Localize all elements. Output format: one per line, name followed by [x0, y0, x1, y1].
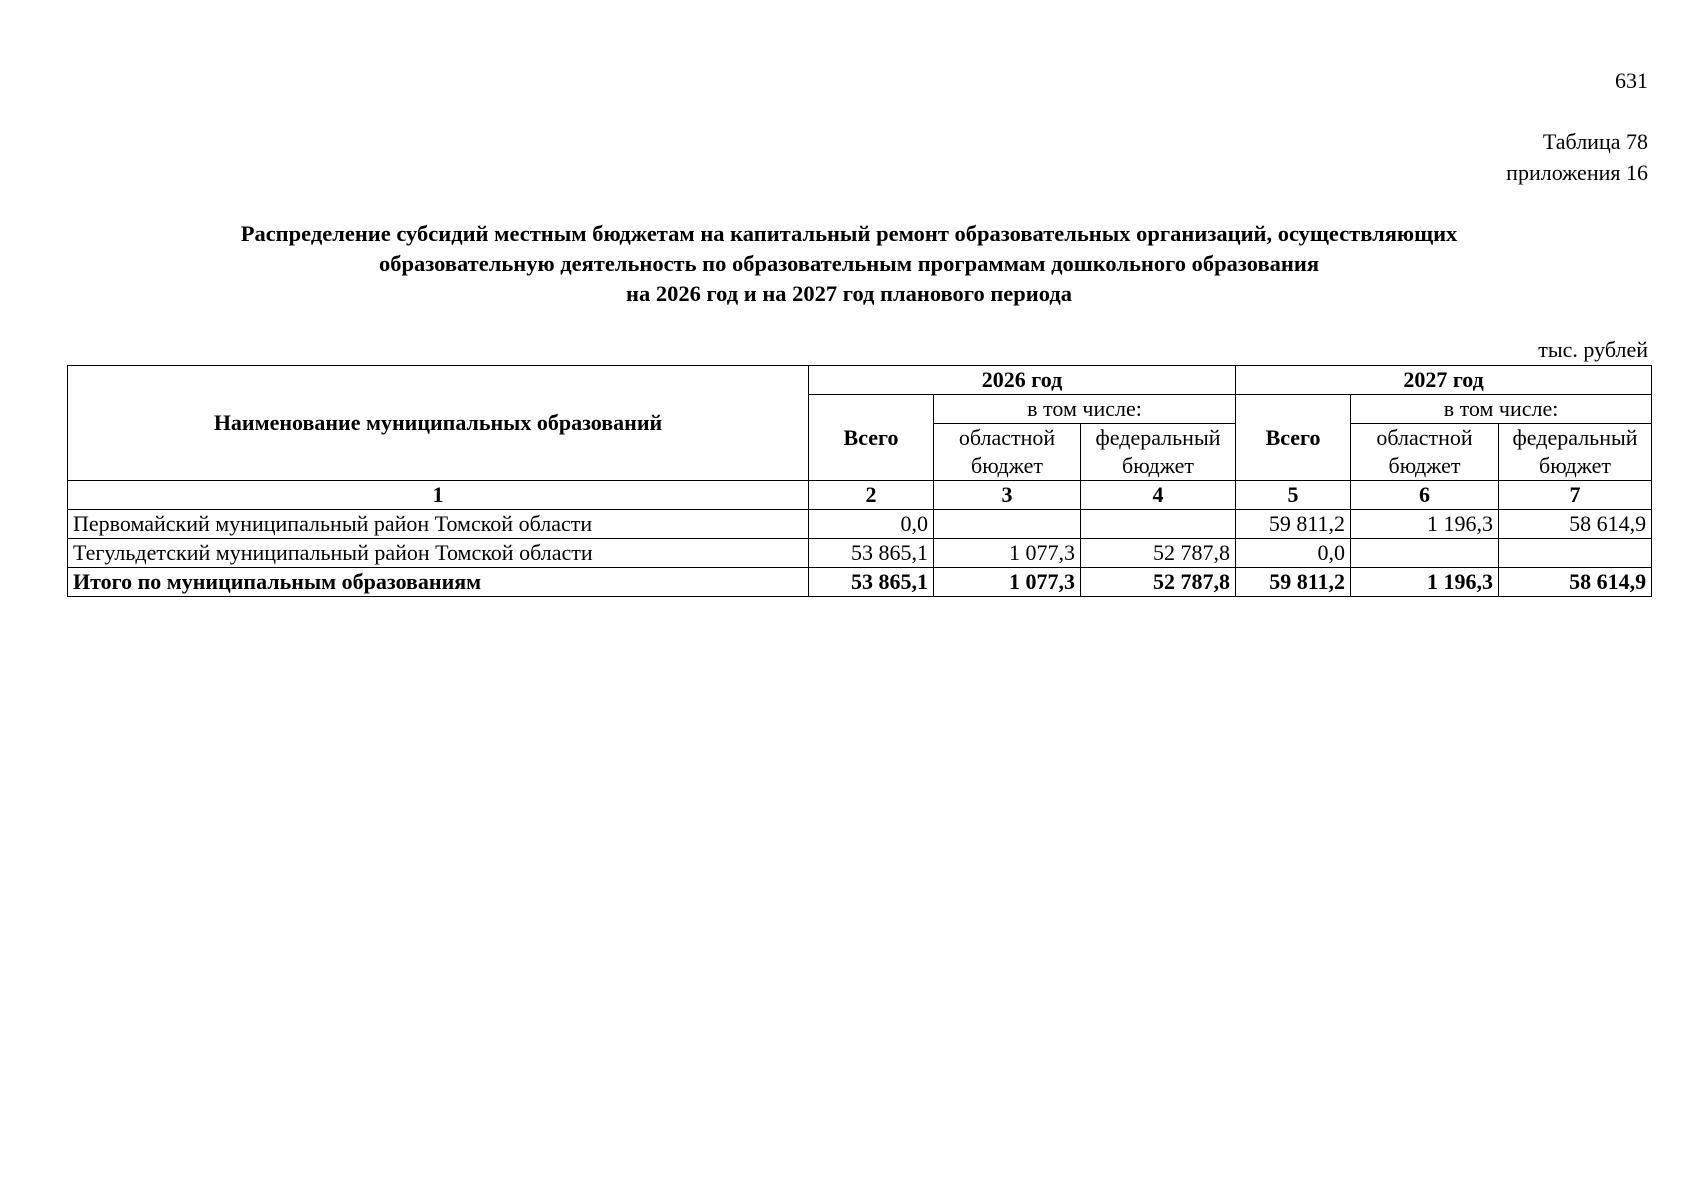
column-number: 5 — [1236, 481, 1351, 510]
regional-2027-cell: 1 196,3 — [1351, 568, 1499, 597]
federal-2026-cell — [1081, 510, 1236, 539]
federal-2027-cell: 58 614,9 — [1499, 568, 1652, 597]
regional-label: областной — [958, 425, 1056, 450]
header-row-years — [68, 366, 1652, 395]
header-including-2026: в том числе: — [934, 395, 1236, 424]
budget-label: бюджет — [1122, 453, 1195, 478]
column-number: 4 — [1081, 481, 1236, 510]
table-row — [68, 510, 1652, 539]
regional-2027-cell — [1351, 539, 1499, 568]
total-2026-cell: 53 865,1 — [809, 539, 934, 568]
total-row — [68, 568, 1652, 597]
header-regional-2027 — [1351, 424, 1499, 481]
municipality-name: Первомайский муниципальный район Томской области — [68, 510, 809, 539]
column-number: 2 — [809, 481, 934, 510]
federal-label: федеральный — [1512, 425, 1638, 450]
budget-label: бюджет — [971, 453, 1043, 478]
column-number: 1 — [68, 481, 809, 510]
total-2026-cell: 53 865,1 — [809, 568, 934, 597]
title-line-2: образовательную деятельность по образовательным программам дошкольного образования — [378, 251, 1319, 276]
table-ref-line1: Таблица 78 — [1542, 129, 1648, 154]
column-number: 6 — [1351, 481, 1499, 510]
total-2026-cell: 0,0 — [809, 510, 934, 539]
regional-2026-cell: 1 077,3 — [934, 539, 1081, 568]
federal-2027-cell — [1499, 539, 1652, 568]
column-number: 7 — [1499, 481, 1652, 510]
header-name-column: Наименование муниципальных образований — [68, 366, 809, 481]
title-line-1: Распределение субсидий местным бюджетам на капитальный ремонт образовательных организаций, осуществляющих — [240, 221, 1458, 246]
total-2027-cell: 0,0 — [1236, 539, 1351, 568]
federal-2026-cell: 52 787,8 — [1081, 568, 1236, 597]
federal-2026-cell: 52 787,8 — [1081, 539, 1236, 568]
regional-2026-cell: 1 077,3 — [934, 568, 1081, 597]
document-title — [0, 219, 1698, 309]
table-reference — [1506, 126, 1648, 188]
header-federal-2026 — [1081, 424, 1236, 481]
header-total-2027: Всего — [1236, 395, 1351, 481]
total-2027-cell: 59 811,2 — [1236, 568, 1351, 597]
table-row — [68, 539, 1652, 568]
units-label: тыс. рублей — [1538, 337, 1648, 362]
title-line-3: на 2026 год и на 2027 год планового периода — [626, 281, 1072, 306]
subsidy-table — [67, 365, 1652, 597]
header-federal-2027 — [1499, 424, 1652, 481]
regional-2027-cell: 1 196,3 — [1351, 510, 1499, 539]
municipality-name: Тегульдетский муниципальный район Томской области — [68, 539, 809, 568]
regional-label: областной — [1376, 425, 1473, 450]
budget-label: бюджет — [1539, 453, 1612, 478]
header-year-2026: 2026 год — [809, 366, 1236, 395]
budget-label: бюджет — [1388, 453, 1461, 478]
regional-2026-cell — [934, 510, 1081, 539]
column-number-row — [68, 481, 1652, 510]
header-year-2027: 2027 год — [1236, 366, 1652, 395]
federal-label: федеральный — [1095, 425, 1221, 450]
total-row-label: Итого по муниципальным образованиям — [68, 568, 809, 597]
table-ref-line2: приложения 16 — [1506, 160, 1648, 185]
total-2027-cell: 59 811,2 — [1236, 510, 1351, 539]
header-regional-2026 — [934, 424, 1081, 481]
federal-2027-cell: 58 614,9 — [1499, 510, 1652, 539]
header-total-2026: Всего — [809, 395, 934, 481]
header-including-2027: в том числе: — [1351, 395, 1652, 424]
column-number: 3 — [934, 481, 1081, 510]
page-number: 631 — [1615, 68, 1648, 93]
